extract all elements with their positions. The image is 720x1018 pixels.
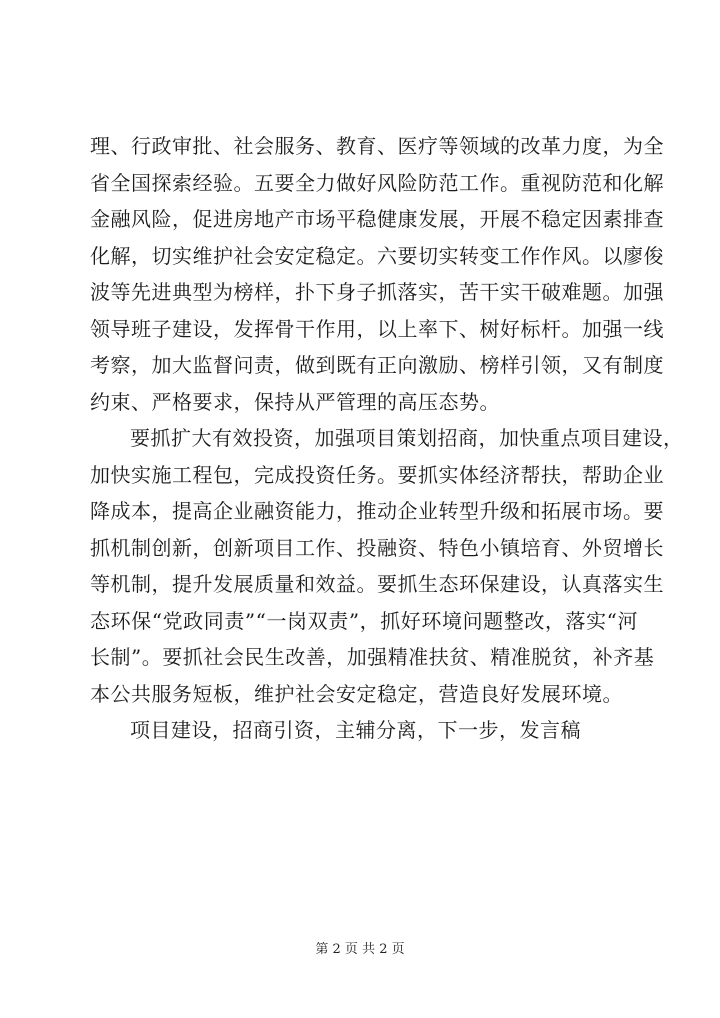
paragraph-line: 化解，切实维护社会安定稳定。六要切实转变工作作风。以廖俊 [90, 243, 664, 268]
page-footer: 第 2 页 共 2 页 [315, 942, 405, 957]
document-body [90, 128, 684, 749]
paragraph-keywords [90, 712, 638, 749]
paragraph-line: 长制”。要抓社会民生改善，加强精准扶贫、精准脱贫，补齐基 [90, 645, 655, 669]
paragraph-1 [90, 128, 664, 420]
paragraph-2 [90, 420, 684, 712]
paragraph-line: 要抓扩大有效投资，加强项目策划招商，加快重点项目建设， [130, 426, 684, 450]
paragraph-line: 波等先进典型为榜样，扑下身子抓落实，苦干实干破难题。加强 [90, 280, 664, 304]
paragraph-line: 金融风险，促进房地产市场平稳健康发展，开展不稳定因素排查 [90, 207, 664, 231]
paragraph-line: 省全国探索经验。五要全力做好风险防范工作。重视防范和化解 [90, 170, 664, 195]
paragraph-line: 等机制，提升发展质量和效益。要抓生态环保建设，认真落实生 [90, 572, 664, 596]
paragraph-line: 加快实施工程包，完成投资任务。要抓实体经济帮扶，帮助企业 [90, 462, 664, 487]
paragraph-line: 约束、严格要求，保持从严管理的高压态势。 [90, 389, 500, 414]
paragraph-line: 抓机制创新，创新项目工作、投融资、特色小镇培育、外贸增长 [90, 535, 664, 560]
paragraph-line: 降成本，提高企业融资能力，推动企业转型升级和拓展市场。要 [90, 499, 664, 523]
keywords-line: 项目建设，招商引资，主辅分离，下一步，发言稿 [130, 718, 581, 742]
paragraph-line: 本公共服务短板，维护社会安定稳定，营造良好发展环境。 [90, 681, 623, 706]
paragraph-line: 理、行政审批、社会服务、教育、医疗等领域的改革力度，为全 [90, 134, 664, 158]
paragraph-line: 领导班子建设，发挥骨干作用，以上率下、树好标杆。加强一线 [90, 316, 664, 341]
paragraph-line: 态环保“党政同责”“一岗双责”，抓好环境问题整改，落实“河 [90, 608, 638, 633]
paragraph-line: 考察，加大监督问责，做到既有正向激励、榜样引领，又有制度 [90, 353, 664, 377]
